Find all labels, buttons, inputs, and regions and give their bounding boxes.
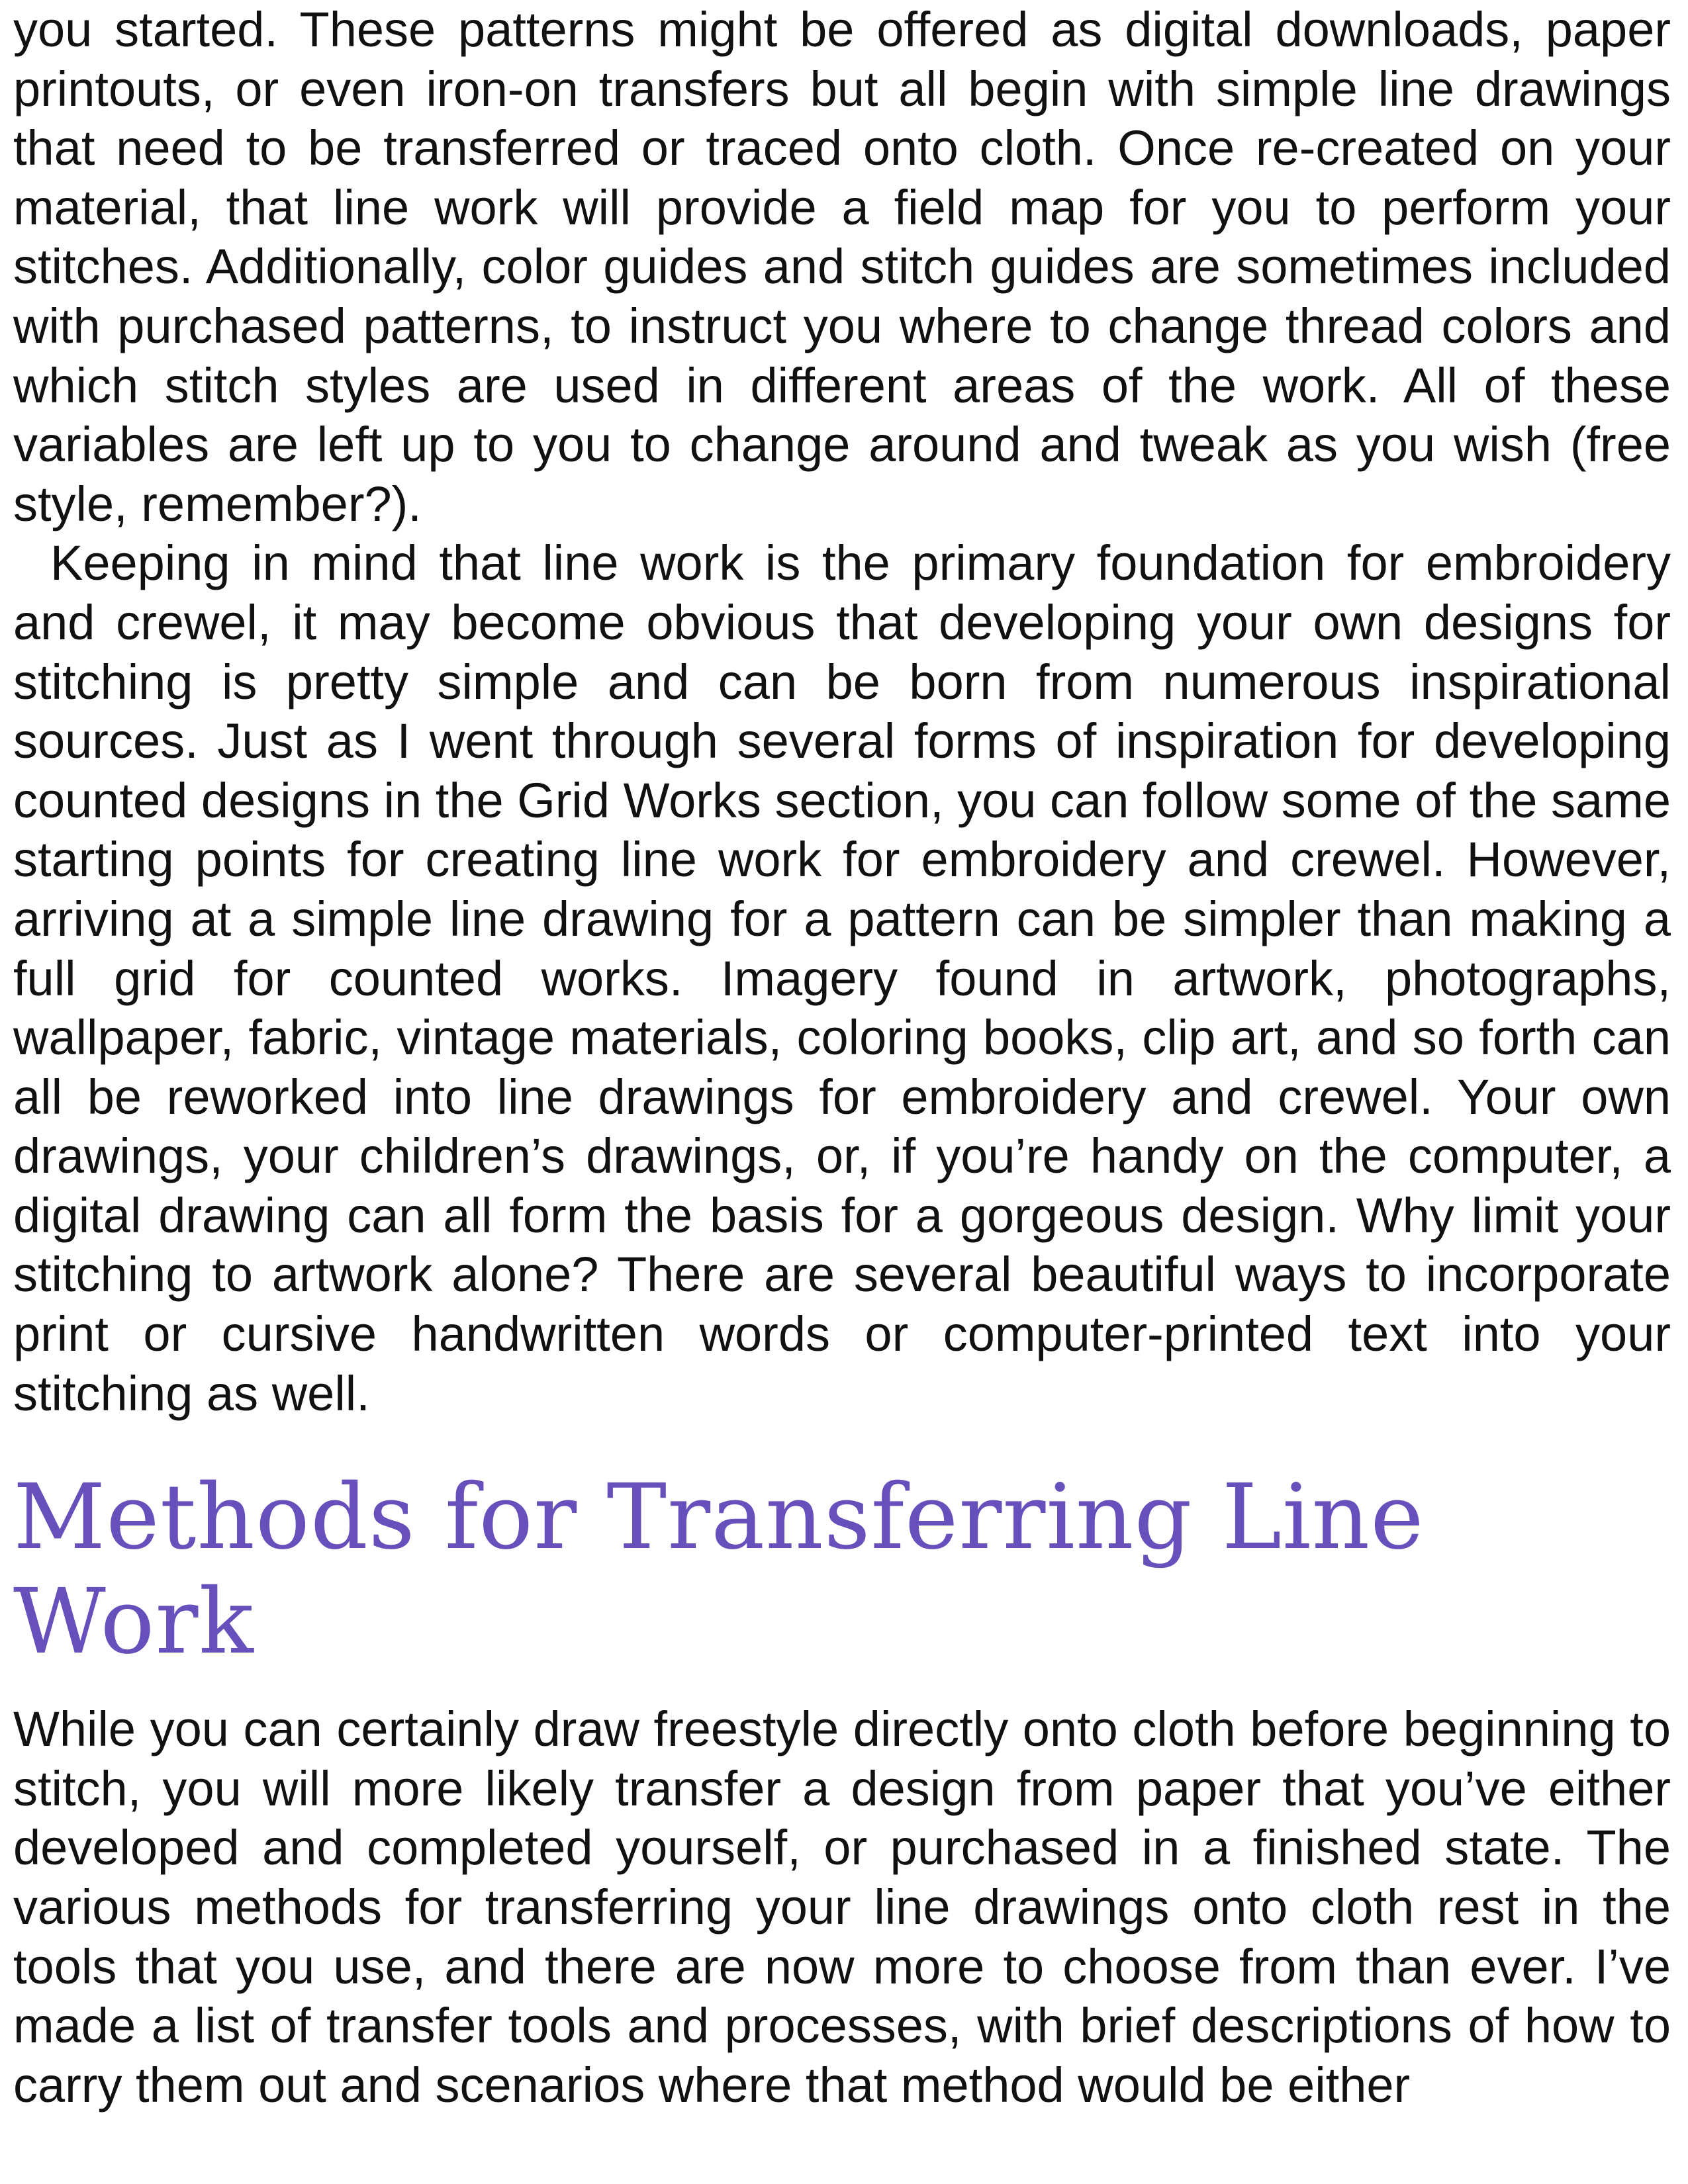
paragraph-pattern-overview: you started. These patterns might be offered as digital downloads, paper printouts, or even iron-on transfers but all begin with simple line drawings that need to be transferred or traced onto cloth. Once re-created on your material, that line work will provide a field map for you to perform your stitches. Additionally, color guides and stitch guides are sometimes included with purchased patterns, to instruct you where to change thread colors and which stitch styles are used in different areas of the work. All of these variables are left up to you to change around and tweak as you wish (free style, remember?). (13, 2, 1671, 531)
page-content (13, 0, 1671, 2115)
paragraph-transfer-methods: While you can certainly draw freestyle directly onto cloth before beginning to stitch, you will more likely transfer a design from paper that you’ve either developed and completed yourself, or purchased in a finished state. The various methods for transferring your line drawings onto cloth rest in the tools that you use, and there are now more to choose from than ever. I’ve made a list of transfer tools and processes, with brief descriptions of how to carry them out and scenarios where that method would be either (13, 1702, 1671, 2113)
paragraph-line-work-inspiration: Keeping in mind that line work is the primary foundation for embroidery and crewel, it may become obvious that developing your own designs for stitching is pretty simple and can be born from numerous inspirational sources. Just as I went through several forms of inspiration for developing counted designs in the Grid Works section, you can follow some of the same starting points for creating line work for embroidery and crewel. However, arriving at a simple line drawing for a pattern can be simpler than making a full grid for counted works. Imagery found in artwork, photographs, wallpaper, fabric, vintage materials, coloring books, clip art, and so forth can all be reworked into line drawings for embroidery and crewel. Your own drawings, your children’s drawings, or, if you’re handy on the computer, a digital drawing can all form the basis for a gorgeous design. Why limit your stitching to artwork alone? There are several beautiful ways to incorporate print or cursive handwritten words or computer-printed text into your stitching as well. (13, 535, 1671, 1421)
section-heading: Methods for Transferring Line Work (13, 1465, 1425, 1675)
